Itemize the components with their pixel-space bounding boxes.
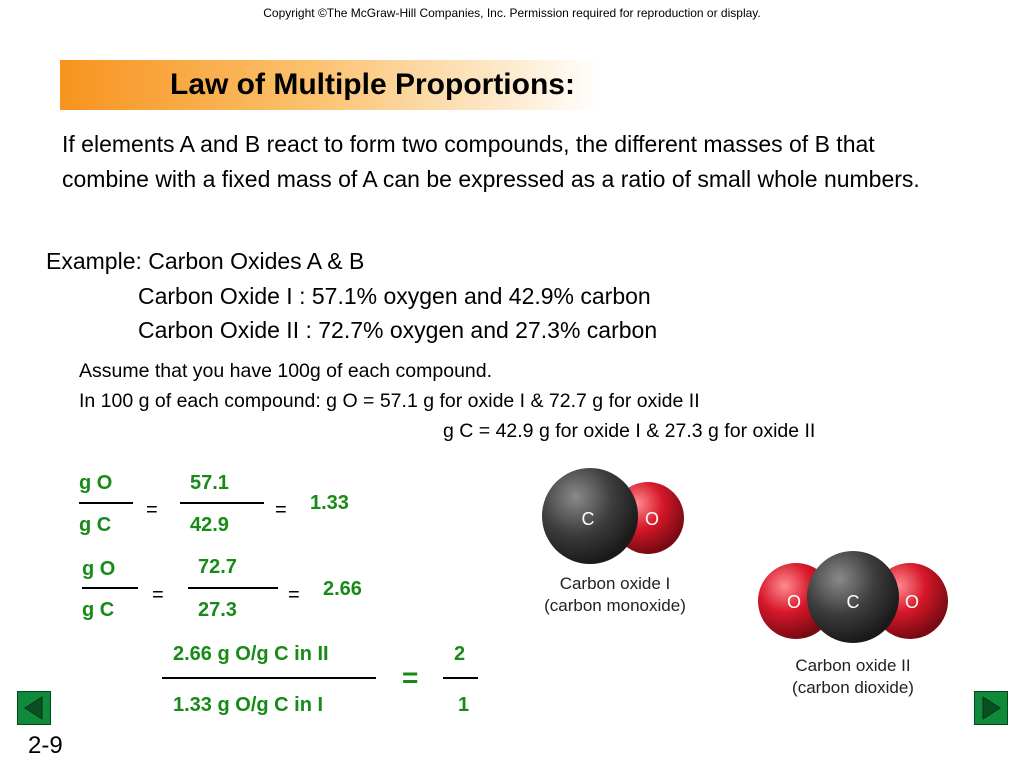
assume-line1: Assume that you have 100g of each compound. xyxy=(79,360,493,382)
ratio1-den-value: 42.9 xyxy=(190,514,229,536)
final-result-den: 1 xyxy=(458,694,470,716)
ratio2-den-value: 27.3 xyxy=(198,599,237,621)
ratio1-label-line xyxy=(79,502,133,504)
ratio2-label-line xyxy=(82,587,138,589)
co2-caption-line1: Carbon oxide II xyxy=(795,656,911,675)
arrow-right-icon xyxy=(975,692,1007,724)
co-caption-line1: Carbon oxide I xyxy=(559,574,671,593)
definition-text: If elements A and B react to form two compounds, the different masses of B that combine with a fixed mass of A can be expressed as a ratio of small whole numbers. xyxy=(62,131,920,192)
ratio2-num-label: g O xyxy=(82,558,116,580)
final-denominator: 1.33 g O/g C in I xyxy=(173,694,324,716)
assume-line2: In 100 g of each compound: g O = 57.1 g for oxide I & 72.7 g for oxide II xyxy=(79,390,700,412)
ratio1-num-label: g O xyxy=(79,472,113,494)
co-caption-line2: (carbon monoxide) xyxy=(544,596,686,615)
final-numerator: 2.66 g O/g C in II xyxy=(173,643,329,665)
ratio2-equals1: = xyxy=(152,584,164,606)
carbon-monoxide-model xyxy=(536,462,696,572)
next-slide-button[interactable] xyxy=(974,691,1008,725)
slide-number: 2-9 xyxy=(28,732,63,759)
arrow-left-icon xyxy=(18,692,50,724)
co2-caption xyxy=(756,655,950,699)
co2-o2-label: O xyxy=(904,592,920,612)
ratio2-equals2: = xyxy=(288,584,300,606)
ratio1-value-line xyxy=(180,502,264,504)
copyright-notice: Copyright ©The McGraw-Hill Companies, Inc. Permission required for reproduction or display. xyxy=(263,6,761,20)
co-caption xyxy=(520,573,710,617)
slide-title: Law of Multiple Proportions: xyxy=(170,68,575,101)
co-o-label: O xyxy=(644,509,660,529)
final-equals: = xyxy=(402,662,419,693)
ratio1-result: 1.33 xyxy=(310,492,349,514)
ratio1-num-value: 57.1 xyxy=(190,472,229,494)
ratio2-value-line xyxy=(188,587,278,589)
example-heading: Example: Carbon Oxides A & B xyxy=(46,248,365,274)
final-fraction-line xyxy=(162,677,376,679)
ratio1-den-label: g C xyxy=(79,514,112,536)
co2-caption-line2: (carbon dioxide) xyxy=(792,678,914,697)
ratio2-den-label: g C xyxy=(82,599,115,621)
oxide2-composition: Carbon Oxide II : 72.7% oxygen and 27.3% carbon xyxy=(138,317,658,343)
previous-slide-button[interactable] xyxy=(17,691,51,725)
co-c-label: C xyxy=(581,509,595,529)
ratio2-result: 2.66 xyxy=(323,578,362,600)
ratio1-equals1: = xyxy=(146,499,158,521)
assume-line3: g C = 42.9 g for oxide I & 27.3 g for oxide II xyxy=(443,420,816,442)
final-result-num: 2 xyxy=(454,643,466,665)
ratio1-equals2: = xyxy=(275,499,287,521)
co2-c-label: C xyxy=(846,592,860,612)
final-result-line xyxy=(443,677,478,679)
carbon-dioxide-model xyxy=(756,545,950,651)
co2-o1-label: O xyxy=(786,592,802,612)
oxide1-composition: Carbon Oxide I : 57.1% oxygen and 42.9% carbon xyxy=(138,283,651,309)
ratio2-num-value: 72.7 xyxy=(198,556,237,578)
